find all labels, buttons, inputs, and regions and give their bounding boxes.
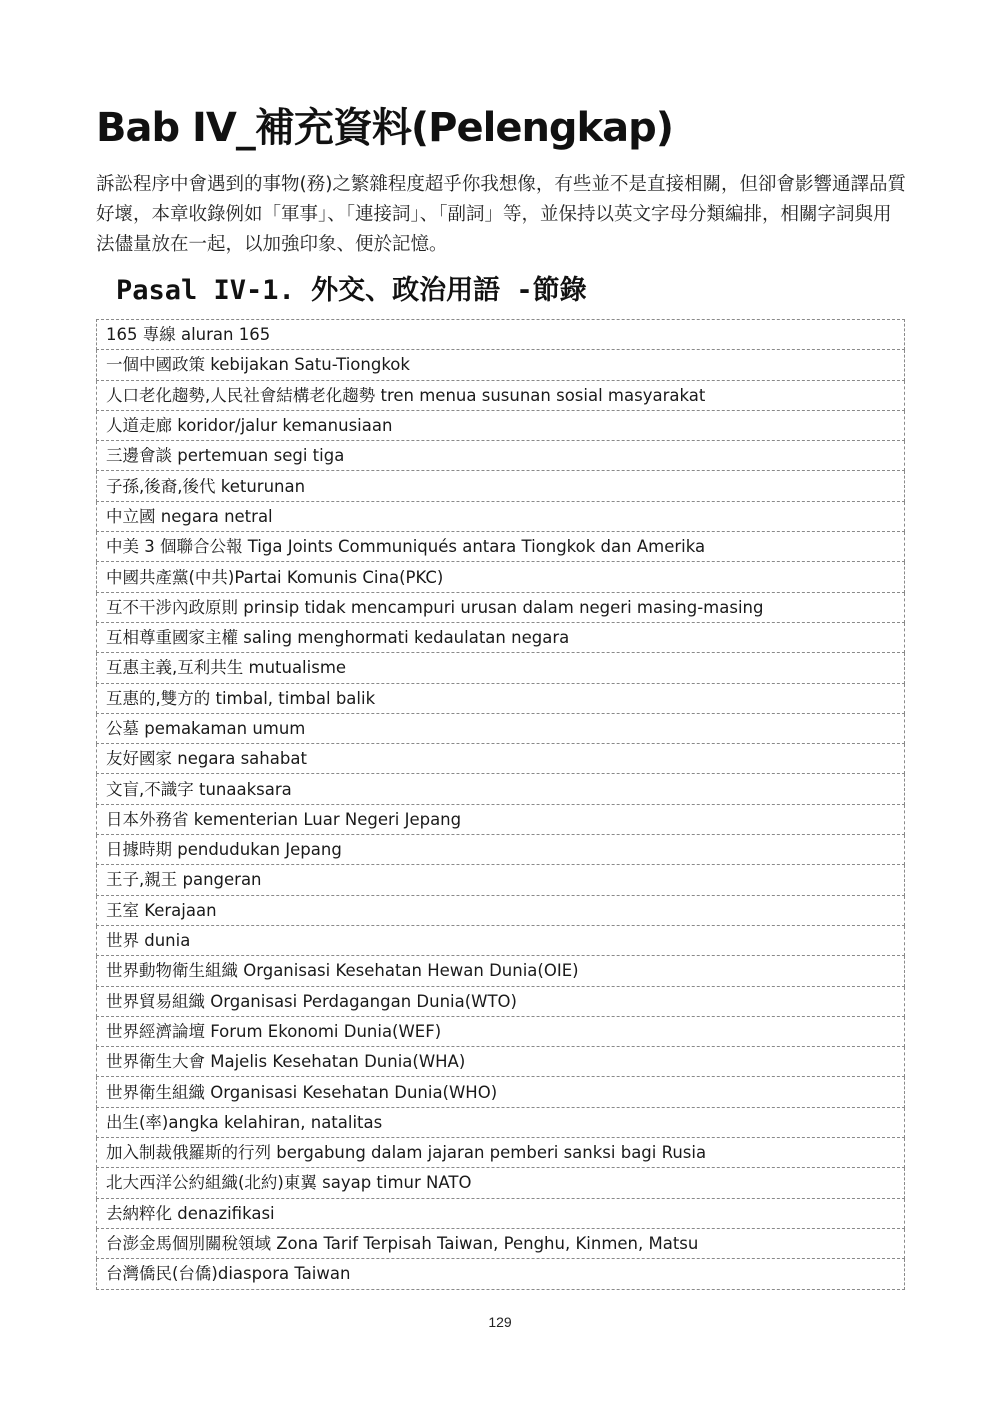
glossary-entry: 人道走廊 koridor/jalur kemanusiaan (97, 410, 905, 440)
glossary-entry: 日本外務省 kementerian Luar Negeri Jepang (97, 804, 905, 834)
table-row (97, 986, 905, 1016)
glossary-table (96, 319, 905, 1290)
glossary-entry: 世界衛生大會 Majelis Kesehatan Dunia(WHA) (97, 1047, 905, 1077)
page-number: 129 (488, 1314, 512, 1330)
glossary-entry: 中美 3 個聯合公報 Tiga Joints Communiqués antara Tiongkok dan Amerika (97, 532, 905, 562)
table-row (97, 441, 905, 471)
table-row (97, 1198, 905, 1228)
glossary-entry: 台灣僑民(台僑)diaspora Taiwan (97, 1259, 905, 1289)
section-heading: Pasal IV-1. 外交、政治用語 -節錄 (116, 275, 587, 306)
table-row (97, 622, 905, 652)
table-row (97, 683, 905, 713)
table-row (97, 1259, 905, 1289)
table-row (97, 1107, 905, 1137)
glossary-entry: 台澎金馬個別關稅領域 Zona Tarif Terpisah Taiwan, Penghu, Kinmen, Matsu (97, 1228, 905, 1258)
table-row (97, 592, 905, 622)
table-row (97, 471, 905, 501)
glossary-entry: 世界經濟論壇 Forum Ekonomi Dunia(WEF) (97, 1016, 905, 1046)
glossary-entry: 中立國 negara netral (97, 501, 905, 531)
table-row (97, 835, 905, 865)
glossary-entry: 互不干涉內政原則 prinsip tidak mencampuri urusan dalam negeri masing-masing (97, 592, 905, 622)
table-row (97, 320, 905, 350)
glossary-entry: 人口老化趨勢,人民社會結構老化趨勢 tren menua susunan sosial masyarakat (97, 380, 905, 410)
page-title: Bab IV_補充資料(Pelengkap) (96, 105, 674, 151)
glossary-entry: 出生(率)angka kelahiran, natalitas (97, 1107, 905, 1137)
glossary-entry: 世界貿易組織 Organisasi Perdagangan Dunia(WTO) (97, 986, 905, 1016)
glossary-entry: 互惠的,雙方的 timbal, timbal balik (97, 683, 905, 713)
table-row (97, 380, 905, 410)
table-row (97, 562, 905, 592)
glossary-entry: 文盲,不識字 tunaaksara (97, 774, 905, 804)
table-row (97, 804, 905, 834)
glossary-entry: 公墓 pemakaman umum (97, 713, 905, 743)
glossary-entry: 去納粹化 denazifikasi (97, 1198, 905, 1228)
intro-paragraph: 訴訟程序中會遇到的事物(務)之繁雜程度超乎你我想像，有些並不是直接相關，但卻會影響通譯品質好壞，本章收錄例如「軍事」、「連接詞」、「副詞」等，並保持以英文字母分類編排，相關字詞與用法儘量放在一起，以加強印象、便於記憶。 (96, 174, 906, 255)
table-row (97, 895, 905, 925)
table-row (97, 1228, 905, 1258)
table-row (97, 713, 905, 743)
glossary-entry: 加入制裁俄羅斯的行列 bergabung dalam jajaran pemberi sanksi bagi Rusia (97, 1138, 905, 1168)
glossary-entry: 三邊會談 pertemuan segi tiga (97, 441, 905, 471)
table-row (97, 1168, 905, 1198)
glossary-entry: 世界動物衛生組織 Organisasi Kesehatan Hewan Dunia(OIE) (97, 956, 905, 986)
glossary-table-body (97, 320, 905, 1290)
glossary-entry: 一個中國政策 kebijakan Satu-Tiongkok (97, 350, 905, 380)
table-row (97, 865, 905, 895)
glossary-entry: 165 專線 aluran 165 (97, 320, 905, 350)
table-row (97, 501, 905, 531)
table-row (97, 410, 905, 440)
table-row (97, 532, 905, 562)
glossary-entry: 日據時期 pendudukan Jepang (97, 835, 905, 865)
table-row (97, 925, 905, 955)
table-row (97, 1016, 905, 1046)
table-row (97, 653, 905, 683)
glossary-entry: 世界衛生組織 Organisasi Kesehatan Dunia(WHO) (97, 1077, 905, 1107)
glossary-entry: 王室 Kerajaan (97, 895, 905, 925)
glossary-entry: 互惠主義,互利共生 mutualisme (97, 653, 905, 683)
table-row (97, 774, 905, 804)
glossary-entry: 友好國家 negara sahabat (97, 744, 905, 774)
table-row (97, 350, 905, 380)
glossary-entry: 世界 dunia (97, 925, 905, 955)
table-row (97, 1138, 905, 1168)
table-row (97, 744, 905, 774)
glossary-entry: 北大西洋公約組織(北約)東翼 sayap timur NATO (97, 1168, 905, 1198)
glossary-entry: 王子,親王 pangeran (97, 865, 905, 895)
table-row (97, 1047, 905, 1077)
table-row (97, 956, 905, 986)
glossary-entry: 互相尊重國家主權 saling menghormati kedaulatan negara (97, 622, 905, 652)
table-row (97, 1077, 905, 1107)
glossary-entry: 中國共產黨(中共)Partai Komunis Cina(PKC) (97, 562, 905, 592)
glossary-entry: 子孫,後裔,後代 keturunan (97, 471, 905, 501)
